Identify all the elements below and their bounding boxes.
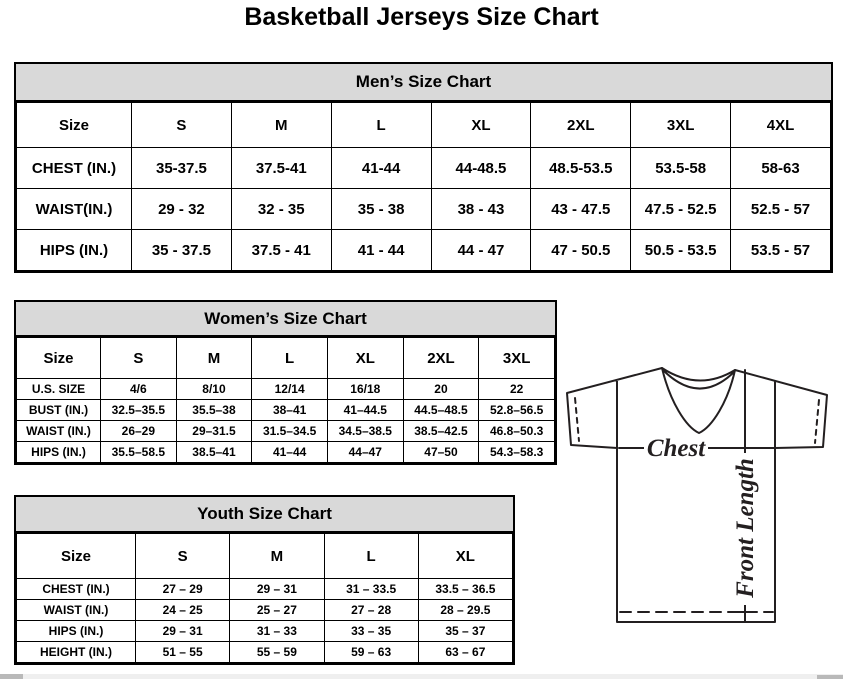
size-cell: 35 - 38: [331, 189, 431, 230]
column-header: L: [331, 103, 431, 148]
size-cell: 20: [403, 379, 479, 400]
size-cell: 29 – 31: [230, 579, 324, 600]
size-cell: 52.5 - 57: [731, 189, 831, 230]
column-header: M: [230, 534, 324, 579]
womens-size-chart-table: [14, 300, 557, 465]
size-cell: 41–44: [252, 442, 328, 463]
size-cell: 29–31.5: [176, 421, 252, 442]
size-cell: 41 - 44: [331, 230, 431, 271]
column-header: 3XL: [479, 338, 555, 379]
size-cell: 41-44: [331, 148, 431, 189]
size-cell: 28 – 29.5: [418, 600, 512, 621]
size-cell: 27 – 28: [324, 600, 418, 621]
size-cell: 22: [479, 379, 555, 400]
column-header: L: [324, 534, 418, 579]
column-header: S: [101, 338, 177, 379]
size-cell: 46.8–50.3: [479, 421, 555, 442]
column-header: S: [136, 534, 230, 579]
table-title-band: Women’s Size Chart: [16, 302, 555, 337]
row-label: BUST (IN.): [17, 400, 101, 421]
chest-label: Chest: [646, 435, 706, 462]
column-header: L: [252, 338, 328, 379]
jersey-collar: [662, 368, 735, 433]
size-cell: 26–29: [101, 421, 177, 442]
table-row: [17, 600, 513, 621]
size-cell: 54.3–58.3: [479, 442, 555, 463]
column-header: M: [176, 338, 252, 379]
column-header: XL: [418, 534, 512, 579]
table-row: [17, 189, 831, 230]
size-cell: 38.5–42.5: [403, 421, 479, 442]
table-row: [17, 230, 831, 271]
row-label: WAIST (IN.): [17, 600, 136, 621]
size-cell: 59 – 63: [324, 642, 418, 663]
row-label: HIPS (IN.): [17, 442, 101, 463]
youth-size-chart-table: [14, 495, 515, 665]
row-label: CHEST (IN.): [17, 148, 132, 189]
horizontal-scrollbar-right-piece[interactable]: [817, 675, 843, 679]
row-label: HEIGHT (IN.): [17, 642, 136, 663]
column-header: Size: [17, 338, 101, 379]
row-label: WAIST(IN.): [17, 189, 132, 230]
page-title: Basketball Jerseys Size Chart: [244, 3, 599, 31]
size-cell: 53.5-58: [631, 148, 731, 189]
size-cell: 38 - 43: [431, 189, 531, 230]
column-header: XL: [431, 103, 531, 148]
table-row: [17, 421, 555, 442]
size-cell: 29 - 32: [132, 189, 232, 230]
column-header: 3XL: [631, 103, 731, 148]
size-cell: 29 – 31: [136, 621, 230, 642]
size-cell: 55 – 59: [230, 642, 324, 663]
table-row: [17, 579, 513, 600]
size-cell: 16/18: [327, 379, 403, 400]
size-cell: 63 – 67: [418, 642, 512, 663]
column-header: Size: [17, 103, 132, 148]
size-cell: 35-37.5: [132, 148, 232, 189]
size-cell: 35 – 37: [418, 621, 512, 642]
size-cell: 38–41: [252, 400, 328, 421]
column-header: 4XL: [731, 103, 831, 148]
size-cell: 52.8–56.5: [479, 400, 555, 421]
table-row: [17, 400, 555, 421]
size-cell: 24 – 25: [136, 600, 230, 621]
size-cell: 8/10: [176, 379, 252, 400]
size-cell: 35.5–38: [176, 400, 252, 421]
column-header: M: [231, 103, 331, 148]
size-cell: 35 - 37.5: [132, 230, 232, 271]
table-row: [17, 642, 513, 663]
size-cell: 25 – 27: [230, 600, 324, 621]
sleeve-seam-dashed-right: [815, 400, 819, 443]
table-row: [17, 442, 555, 463]
table-row: [17, 379, 555, 400]
column-header-row: [17, 338, 555, 379]
size-cell: 32.5–35.5: [101, 400, 177, 421]
column-header: 2XL: [531, 103, 631, 148]
size-cell: 43 - 47.5: [531, 189, 631, 230]
size-cell: 12/14: [252, 379, 328, 400]
jersey-measurement-diagram: [558, 360, 841, 645]
table-row: [17, 148, 831, 189]
jersey-outline: [567, 368, 827, 622]
front-length-label: Front Length: [732, 458, 759, 598]
row-label: HIPS (IN.): [17, 230, 132, 271]
size-table: [16, 533, 513, 663]
size-cell: 35.5–58.5: [101, 442, 177, 463]
column-header: XL: [327, 338, 403, 379]
column-header-row: [17, 534, 513, 579]
row-label: HIPS (IN.): [17, 621, 136, 642]
size-cell: 47–50: [403, 442, 479, 463]
size-cell: 37.5 - 41: [231, 230, 331, 271]
size-cell: 32 - 35: [231, 189, 331, 230]
size-cell: 34.5–38.5: [327, 421, 403, 442]
size-cell: 47.5 - 52.5: [631, 189, 731, 230]
table-title-band: Youth Size Chart: [16, 497, 513, 533]
size-cell: 27 – 29: [136, 579, 230, 600]
size-cell: 44–47: [327, 442, 403, 463]
size-cell: 41–44.5: [327, 400, 403, 421]
size-cell: 38.5–41: [176, 442, 252, 463]
size-cell: 53.5 - 57: [731, 230, 831, 271]
size-cell: 44-48.5: [431, 148, 531, 189]
size-cell: 44.5–48.5: [403, 400, 479, 421]
horizontal-scrollbar-left-piece[interactable]: [0, 674, 23, 679]
row-label: CHEST (IN.): [17, 579, 136, 600]
size-table: [16, 102, 831, 271]
size-cell: 50.5 - 53.5: [631, 230, 731, 271]
row-label: U.S. SIZE: [17, 379, 101, 400]
size-cell: 33 – 35: [324, 621, 418, 642]
size-cell: 4/6: [101, 379, 177, 400]
size-cell: 37.5-41: [231, 148, 331, 189]
table-row: [17, 621, 513, 642]
column-header-row: [17, 103, 831, 148]
size-cell: 58-63: [731, 148, 831, 189]
size-cell: 48.5-53.5: [531, 148, 631, 189]
size-cell: 31 – 33: [230, 621, 324, 642]
size-cell: 31 – 33.5: [324, 579, 418, 600]
size-cell: 31.5–34.5: [252, 421, 328, 442]
column-header: S: [132, 103, 232, 148]
horizontal-scrollbar-track[interactable]: [0, 674, 843, 679]
size-cell: 33.5 – 36.5: [418, 579, 512, 600]
column-header: 2XL: [403, 338, 479, 379]
row-label: WAIST (IN.): [17, 421, 101, 442]
column-header: Size: [17, 534, 136, 579]
size-cell: 51 – 55: [136, 642, 230, 663]
sleeve-seam-dashed-left: [575, 398, 579, 441]
mens-size-chart-table: [14, 62, 833, 273]
size-table: [16, 337, 555, 463]
table-title-band: Men’s Size Chart: [16, 64, 831, 102]
size-cell: 44 - 47: [431, 230, 531, 271]
size-cell: 47 - 50.5: [531, 230, 631, 271]
